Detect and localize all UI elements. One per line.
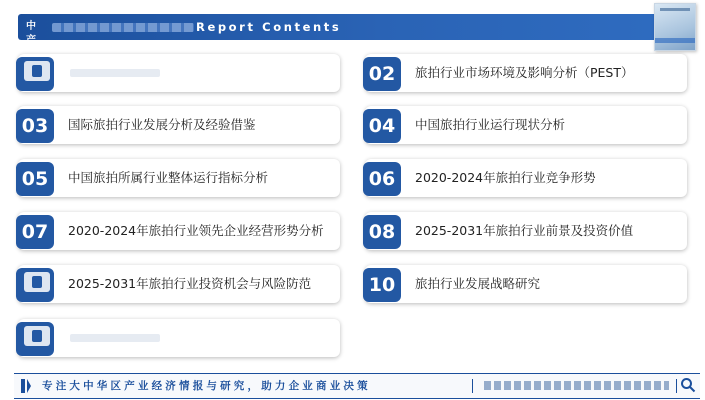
toc-item-02[interactable] <box>365 54 687 92</box>
toc-number-blurred-icon <box>24 61 50 81</box>
toc-number-07: 07 <box>16 215 54 249</box>
toc-item-07[interactable] <box>18 212 340 250</box>
toc-item-08[interactable] <box>365 212 687 250</box>
toc-label-03: 国际旅拍行业发展分析及经验借鉴 <box>68 117 256 132</box>
toc-label-blurred <box>70 69 160 77</box>
toc-number-05: 05 <box>16 162 54 196</box>
toc-item-05[interactable] <box>18 159 340 197</box>
search-icon[interactable] <box>680 377 696 393</box>
toc-item-01[interactable] <box>18 54 340 92</box>
header-bar <box>18 14 678 46</box>
footer-slogan: 专注大中华区产业经济情报与研究，助力企业商业决策 <box>42 380 371 392</box>
report-contents-title: Report Contents <box>196 20 342 34</box>
toc-label-07: 2020-2024年旅拍行业领先企业经营形势分析 <box>68 223 324 238</box>
cover-title-bar <box>660 8 690 11</box>
report-cover-image <box>654 3 696 51</box>
toc-label-04: 中国旅拍行业运行现状分析 <box>415 117 566 132</box>
toc-number-04: 04 <box>363 109 401 143</box>
footer-bar <box>14 373 700 399</box>
toc-label-08: 2025-2031年旅拍行业前景及投资价值 <box>415 223 634 238</box>
toc-label-10: 旅拍行业发展战略研究 <box>415 276 541 291</box>
bookmark-icon <box>20 378 34 394</box>
toc-label-02: 旅拍行业市场环境及影响分析（PEST） <box>415 65 634 80</box>
footer-divider <box>472 379 473 393</box>
toc-label-blurred <box>70 334 160 342</box>
toc-number-blurred-icon <box>24 272 50 292</box>
toc-number-blurred-icon <box>24 326 50 346</box>
toc-item-11[interactable] <box>18 319 340 357</box>
toc-item-10[interactable] <box>365 265 687 303</box>
footer-blurred-contact <box>484 381 669 390</box>
toc-item-09[interactable] <box>18 265 340 303</box>
toc-label-09: 2025-2031年旅拍行业投资机会与风险防范 <box>68 276 312 291</box>
toc-item-04[interactable] <box>365 106 687 144</box>
brand-logo: 中产 <box>26 21 36 46</box>
header-blurred-title <box>52 23 194 32</box>
toc-item-03[interactable] <box>18 106 340 144</box>
toc-number-08: 08 <box>363 215 401 249</box>
toc-number-02: 02 <box>363 57 401 91</box>
toc-number-10: 10 <box>363 268 401 302</box>
toc-number-03: 03 <box>16 109 54 143</box>
toc-number-06: 06 <box>363 162 401 196</box>
toc-label-06: 2020-2024年旅拍行业竞争形势 <box>415 170 596 185</box>
toc-item-06[interactable] <box>365 159 687 197</box>
cover-band <box>655 38 695 43</box>
footer-divider <box>676 379 677 393</box>
toc-label-05: 中国旅拍所属行业整体运行指标分析 <box>68 170 269 185</box>
